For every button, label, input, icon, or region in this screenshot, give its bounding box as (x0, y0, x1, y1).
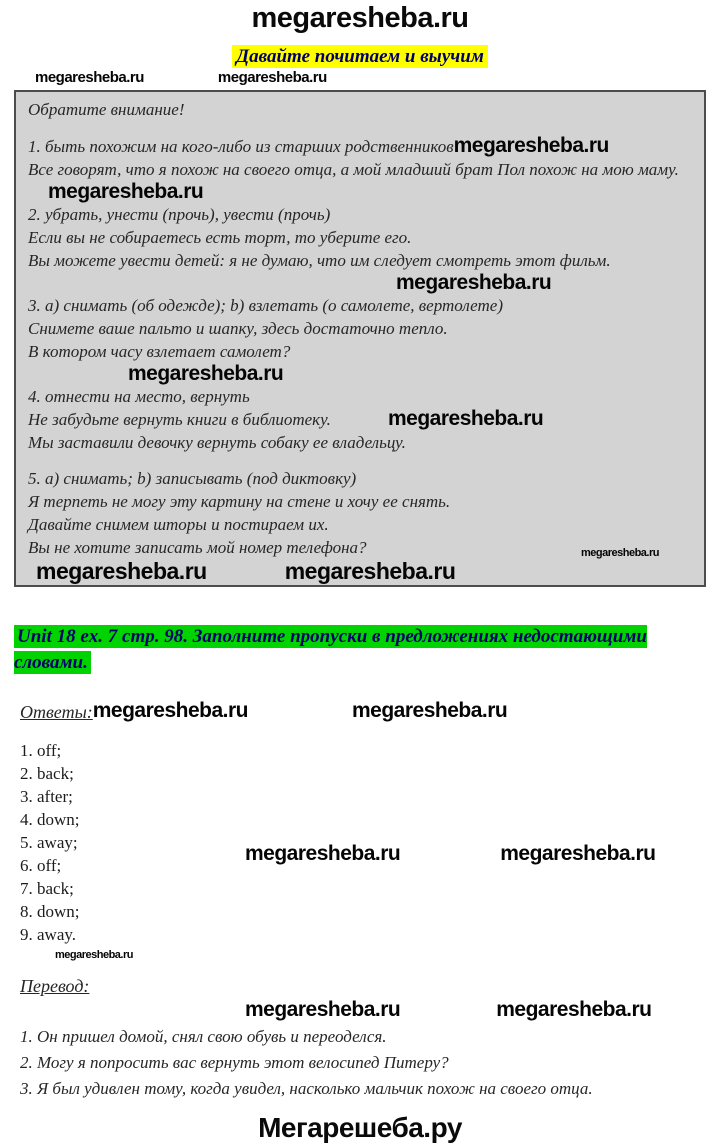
note-line: Я терпеть не могу эту картину на стене и хочу ее снять. (28, 492, 451, 511)
translation-sentence: 2. Могу я попросить вас вернуть этот велосипед Питеру? (20, 1053, 449, 1072)
watermark: megaresheba.ru (396, 271, 552, 294)
answers-watermark-overlay (245, 842, 656, 865)
note-line (28, 134, 692, 158)
watermark: megaresheba.ru (36, 557, 207, 584)
note-line: 4. отнести на место, вернуть (28, 387, 250, 406)
task-heading (14, 624, 674, 676)
watermark-line (28, 181, 692, 203)
note-text: Не забудьте вернуть книги в библиотеку. (28, 410, 331, 429)
site-title: megaresheba.ru (251, 2, 469, 34)
translation-sentence: 3. Я был удивлен тому, когда увидел, насколько мальчик похож на своего отца. (20, 1079, 593, 1098)
note-text: Вы не хотите записать мой номер телефона? (28, 538, 367, 557)
watermark: megaresheba.ru (217, 69, 327, 86)
note-box (14, 90, 706, 587)
answer-item: 5. away; (20, 833, 78, 852)
watermark: megaresheba.ru (48, 180, 204, 203)
translation-label: Перевод: (20, 976, 90, 996)
top-watermark-row (0, 69, 720, 86)
answer-item: 7. back; (20, 879, 74, 898)
spacer (28, 454, 692, 467)
note-line: Снимете ваше пальто и шапку, здесь достаточно тепло. (28, 319, 448, 338)
watermark: megaresheba.ru (245, 997, 401, 1021)
watermark: megaresheba.ru (388, 407, 544, 430)
lesson-heading: Давайте почитаем и выучим (232, 45, 488, 68)
answer-item: 4. down; (20, 810, 80, 829)
task-heading-text: Unit 18 ex. 7 стр. 98. Заполните пропуски в предложениях недостающими словами. (14, 626, 647, 673)
note-line: Все говорят, что я похож на своего отца, а мой младший брат Пол похож на мою маму. (28, 160, 679, 179)
lesson-heading-row (0, 46, 720, 68)
watermark: megaresheba.ru (92, 699, 248, 722)
translation-watermark-row (0, 997, 720, 1022)
answers-label-row (20, 697, 720, 723)
watermark: megaresheba.ru (245, 842, 401, 865)
note-line: Давайте снимем шторы и постираем их. (28, 515, 329, 534)
watermark-line (28, 272, 692, 294)
watermark: megaresheba.ru (453, 134, 609, 157)
translation-list (20, 1024, 720, 1102)
watermark: megaresheba.ru (352, 699, 508, 722)
answers-list (20, 739, 720, 946)
spacer (28, 121, 692, 134)
note-line: В котором часу взлетает самолет? (28, 342, 291, 361)
answer-item: 3. after; (20, 787, 73, 806)
note-text: 1. быть похожим на кого-либо из старших родственников (28, 137, 454, 156)
answers-label: Ответы: (20, 702, 93, 722)
note-line: 2. убрать, унести (прочь), увести (прочь) (28, 205, 331, 224)
note-line: Вы можете увести детей: я не думаю, что им следует смотреть этот фильм. (28, 251, 611, 270)
watermark: megaresheba.ru (35, 69, 144, 86)
watermark: megaresheba.ru (581, 547, 659, 559)
watermark: megaresheba.ru (500, 842, 656, 865)
watermark: megaresheba.ru (496, 997, 652, 1021)
note-line: 5. a) снимать; b) записывать (под диктовку) (28, 469, 357, 488)
answer-item: 8. down; (20, 902, 80, 921)
page (0, 2, 720, 1143)
answer-item: 2. back; (20, 764, 74, 783)
watermark: megaresheba.ru (55, 949, 133, 961)
watermark: megaresheba.ru (128, 362, 284, 385)
answer-item: 9. away. (20, 925, 77, 944)
watermark: megaresheba.ru (284, 557, 456, 584)
watermark-line (28, 363, 692, 385)
note-line: 3. a) снимать (об одежде); b) взлетать (о самолете, вертолете) (28, 296, 503, 315)
note-line: Мы заставили девочку вернуть собаку ее владельцу. (28, 433, 406, 452)
answer-item: 6. off; (20, 856, 62, 875)
note-line (28, 408, 692, 431)
translation-label-row (20, 976, 720, 997)
translation-sentence: 1. Он пришел домой, снял свою обувь и переоделся. (20, 1027, 387, 1046)
note-line: Если вы не собираетесь есть торт, то уберите его. (28, 228, 412, 247)
answer-item: 1. off; (20, 741, 62, 760)
note-box-title: Обратите внимание! (28, 100, 185, 119)
footer-site-title: Мегарешеба.ру (258, 1112, 462, 1143)
note-line (28, 536, 692, 559)
small-watermark-line (55, 947, 720, 960)
